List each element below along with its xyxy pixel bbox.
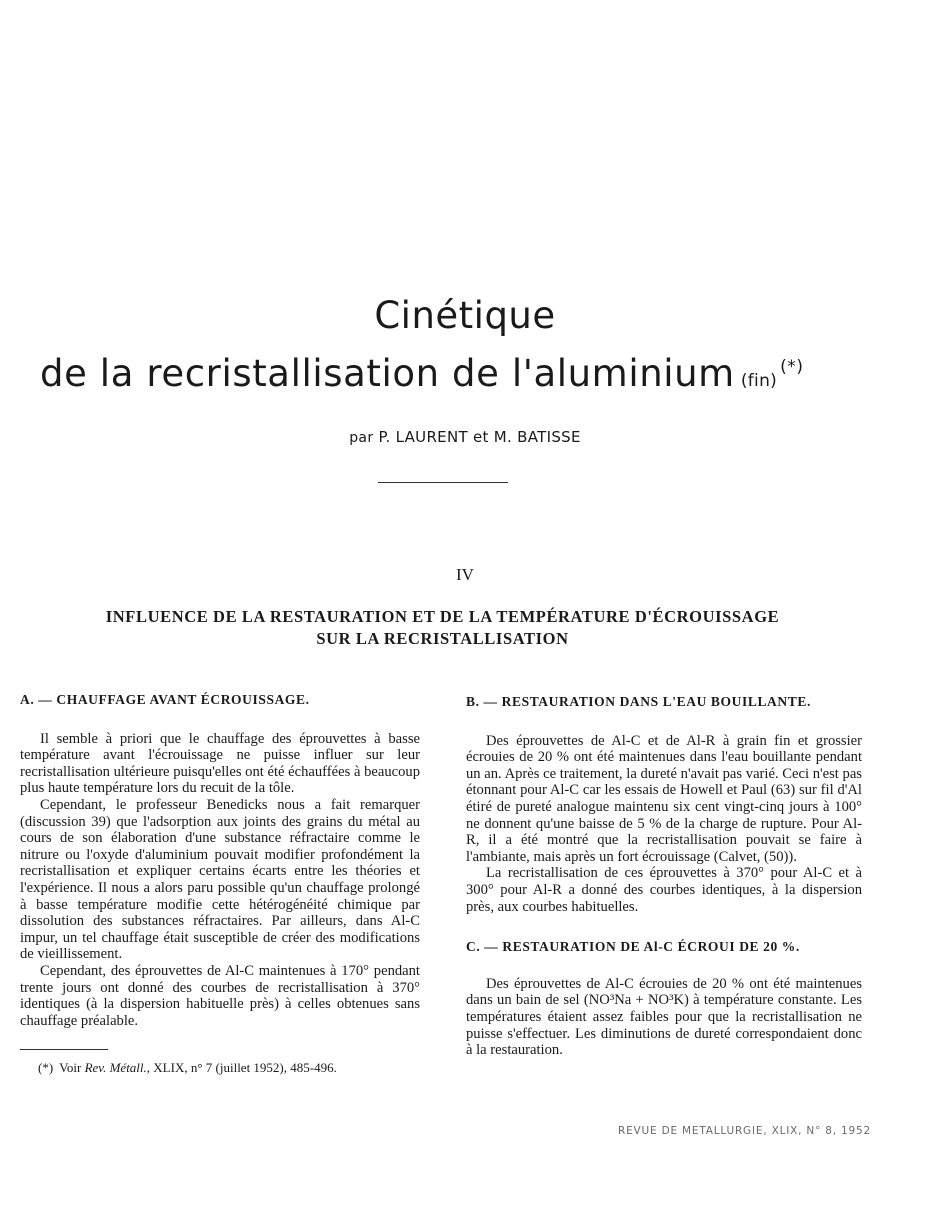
title-footnote-marker: (*) — [780, 357, 804, 377]
title-separator-rule — [378, 482, 508, 483]
authors-line — [0, 428, 930, 446]
section-a-paragraph-2: Cependant, le professeur Benedicks nous a fait remarquer (discussion 39) que l'adsorption aux joints des grains du métal au cours de son élaboration d'une substance réfractaire comme le nitrure ou l'oxyde d'aluminium pouvait modifier profondément la recristallisation et expliquer certains écarts entre les théories et l'expérience. Il nous a alors paru possible qu'un chauffage prolongé à basse température modifie cette hétérogénéité chimique par dissolution des substances réfractaires. Par ailleurs, dans Al-C impur, un tel chauffage était susceptible de créer des modifications de vieillissement. — [20, 796, 420, 963]
section-b-paragraph-1: Des éprouvettes de Al-C et de Al-R à grain fin et grossier écrouies de 20 % ont été maintenues dans l'eau bouillante pendant un an. Après ce traitement, la dureté n'avait pas varié. Ceci n'est pas étonnant pour Al-C car les essais de Howell et Paul (63) sur fil d'Al étiré de pureté analogue maintenu six cent vingt-cinq jours à 100° ne donnent qu'une baisse de 5 % de la charge de rupture. Pour Al-R, il a été montré que la recristallisation pouvait se faire à l'ambiante, mais après un fort écrouissage (Calvet, (50)). — [466, 732, 862, 865]
section-title-line-2: SUR LA RECRISTALLISATION — [316, 629, 569, 648]
authors-par: par — [349, 430, 374, 446]
footnote-journal: Rev. Métall., — [84, 1060, 151, 1076]
section-c-paragraph-1: Des éprouvettes de Al-C écrouies de 20 % ont été maintenues dans un bain de sel (NO³Na + NO³K) à température constante. Les températures étaient assez faibles pour que la recristallisation ne puisse s'effectuer. Les diminutions de dureté correspondaient donc à la restauration. — [466, 975, 862, 1059]
footnote-marker: (*) — [38, 1060, 54, 1076]
section-title — [0, 606, 885, 650]
section-b-heading: B. — RESTAURATION DANS L'EAU BOUILLANTE. — [466, 694, 811, 709]
article-title-line-2 — [40, 352, 804, 395]
section-a-heading: A. — CHAUFFAGE AVANT ÉCROUISSAGE. — [20, 692, 310, 707]
article-title-main: de la recristallisation de l'aluminium — [40, 352, 735, 395]
footnote-rule — [20, 1049, 108, 1050]
section-a-paragraph-1: Il semble à priori que le chauffage des éprouvettes à basse température avant l'écrouissage ne puisse influer sur leur recristallisation ultérieure puisqu'elles ont été échauffées à beaucoup plus haute température lors du recuit de la tôle. — [20, 730, 420, 797]
section-b-paragraph-2: La recristallisation de ces éprouvettes à 370° pour Al-C et à 300° pour Al-R a donné des courbes identiques, à la dispersion près, aux courbes habituelles. — [466, 865, 862, 915]
section-title-line-1: INFLUENCE DE LA RESTAURATION ET DE LA TEMPÉRATURE D'ÉCROUISSAGE — [105, 607, 780, 626]
footnote-prefix: Voir — [59, 1060, 82, 1076]
footnote-reference: XLIX, n° 7 (juillet 1952), 485-496. — [153, 1060, 337, 1076]
title-fin-note: (fin) — [740, 371, 778, 391]
section-a-paragraph-3: Cependant, des éprouvettes de Al-C maintenues à 170° pendant trente jours ont donné des courbes de recristallisation à 370° identiques (à la dispersion habituelle près) à celles obtenues sans chauffage préalable. — [20, 962, 420, 1029]
running-footer: REVUE DE METALLURGIE, XLIX, N° 8, 1952 — [618, 1125, 871, 1137]
left-column — [20, 692, 420, 1076]
right-column — [466, 692, 862, 1059]
footnote — [20, 1060, 420, 1076]
article-title-line-1: Cinétique — [374, 294, 556, 337]
section-c-heading: C. — RESTAURATION DE Al-C ÉCROUI DE 20 %. — [466, 939, 800, 955]
authors-names: P. LAURENT et M. BATISSE — [378, 428, 581, 446]
part-number: IV — [456, 565, 474, 584]
